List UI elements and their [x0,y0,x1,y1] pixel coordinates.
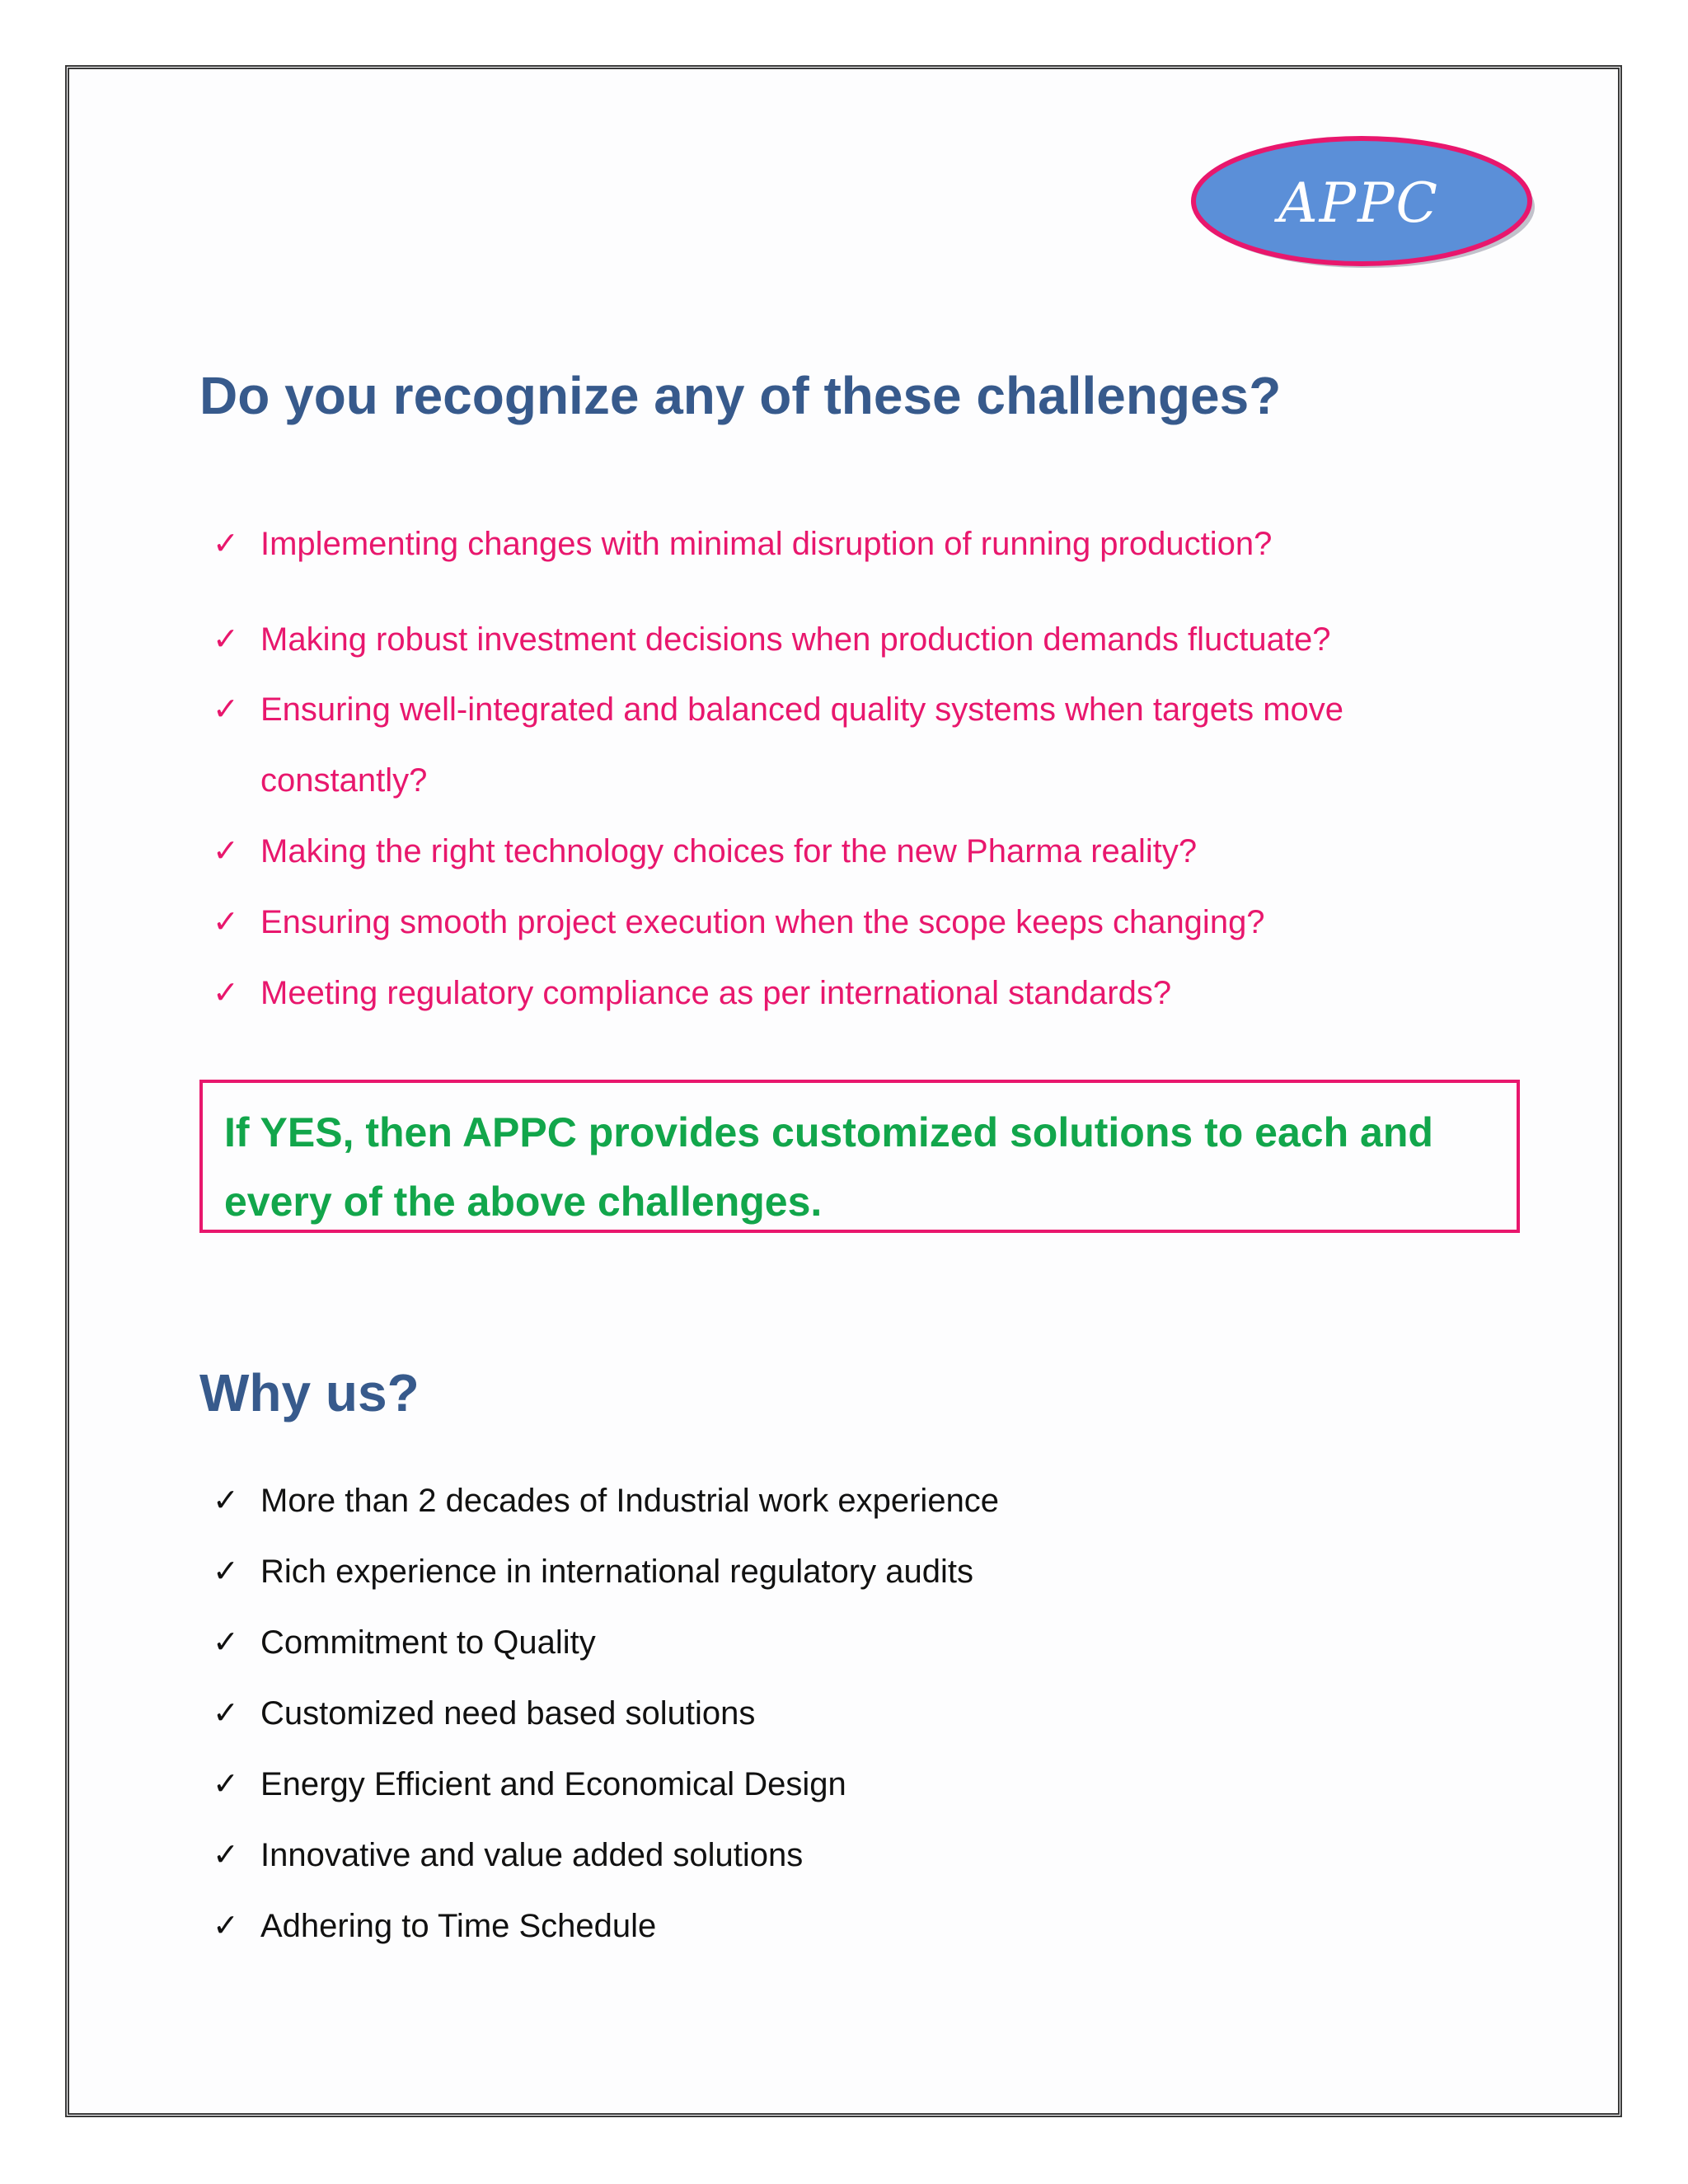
why-us-text: Adhering to Time Schedule [260,1908,657,1944]
why-us-text: Innovative and value added solutions [260,1837,804,1873]
appc-logo [1190,134,1539,272]
checkmark-icon: ✓ [213,525,239,561]
checkmark-icon: ✓ [213,1907,239,1943]
why-us-heading: Why us? [199,1363,420,1422]
challenge-text: Ensuring well-integrated and balanced quality systems when targets move [260,691,1344,728]
challenge-text: Ensuring smooth project execution when the scope keeps changing? [260,904,1265,940]
checkmark-icon: ✓ [213,1482,239,1518]
checkmark-icon: ✓ [213,691,239,727]
why-us-text: Customized need based solutions [260,1695,756,1732]
why-us-text: More than 2 decades of Industrial work experience [260,1483,1000,1519]
checkmark-icon: ✓ [213,1765,239,1802]
checkmark-icon: ✓ [213,832,239,869]
checkmark-icon: ✓ [213,1553,239,1589]
yes-callout-box [199,1080,1520,1233]
checkmark-icon: ✓ [213,1836,239,1872]
challenge-text: Meeting regulatory compliance as per international standards? [260,975,1172,1011]
why-us-text: Rich experience in international regulatory audits [260,1554,973,1590]
checkmark-icon: ✓ [213,621,239,657]
challenge-text: Making robust investment decisions when production demands fluctuate? [260,621,1331,658]
logo-text: APPC [1278,171,1439,235]
why-us-text: Energy Efficient and Economical Design [260,1766,846,1802]
checkmark-icon: ✓ [213,903,239,940]
checkmark-icon: ✓ [213,1624,239,1660]
why-us-text: Commitment to Quality [260,1624,596,1661]
callout-line-2: every of the above challenges. [224,1179,823,1225]
checkmark-icon: ✓ [213,1694,239,1731]
challenge-text: constantly? [260,762,428,799]
challenge-text: Making the right technology choices for the new Pharma reality? [260,833,1198,869]
callout-line-1: If YES, then APPC provides customized solutions to each and [224,1109,1433,1155]
challenges-heading: Do you recognize any of these challenges? [199,366,1282,425]
checkmark-icon: ✓ [213,974,239,1010]
challenge-text: Implementing changes with minimal disruption of running production? [260,526,1273,562]
